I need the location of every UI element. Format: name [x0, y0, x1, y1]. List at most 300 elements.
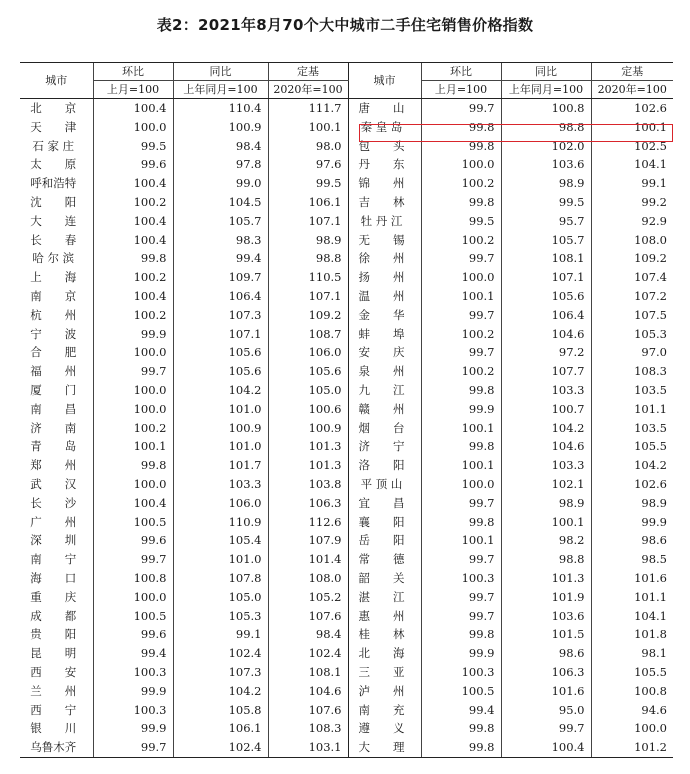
right-mom-cell: 99.9 — [421, 644, 501, 663]
left-city-cell: 大 连 — [30, 213, 77, 228]
left-yoy-cell: 106.0 — [173, 494, 268, 513]
right-yoy-cell: 100.7 — [501, 400, 591, 419]
right-city-cell: 桂 林 — [348, 625, 421, 644]
right-mom-cell: 99.7 — [421, 588, 501, 607]
table-row — [20, 343, 673, 362]
left-city-cell: 宁 波 — [30, 326, 77, 341]
right-city-cell: 丹 东 — [348, 155, 421, 174]
left-base-cell: 111.7 — [268, 99, 348, 118]
right-base-cell: 97.0 — [591, 343, 673, 362]
right-base-cell: 101.8 — [591, 625, 673, 644]
left-base-cell: 98.8 — [268, 249, 348, 268]
left-city-cell: 郑 州 — [30, 458, 77, 473]
right-yoy-cell: 103.6 — [501, 607, 591, 626]
left-mom-cell: 99.5 — [93, 137, 173, 156]
right-mom-cell: 100.0 — [421, 155, 501, 174]
subheader-yoy-right: 上年同月=100 — [501, 81, 591, 99]
left-city-cell: 深 圳 — [30, 533, 77, 548]
right-base-cell: 107.5 — [591, 306, 673, 325]
left-yoy-cell: 102.4 — [173, 738, 268, 757]
header-yoy: 同比 — [173, 63, 268, 81]
right-mom-cell: 99.9 — [421, 400, 501, 419]
right-base-cell: 99.1 — [591, 174, 673, 193]
table-row — [20, 212, 673, 231]
right-base-cell: 105.5 — [591, 437, 673, 456]
left-mom-cell: 100.2 — [93, 306, 173, 325]
right-mom-cell: 99.8 — [421, 513, 501, 532]
left-yoy-cell: 98.3 — [173, 231, 268, 250]
right-yoy-cell: 99.7 — [501, 719, 591, 738]
left-base-cell: 107.1 — [268, 212, 348, 231]
left-mom-cell: 100.4 — [93, 174, 173, 193]
right-base-cell: 103.5 — [591, 381, 673, 400]
table-row — [20, 607, 673, 626]
left-yoy-cell: 105.4 — [173, 531, 268, 550]
left-yoy-cell: 102.4 — [173, 644, 268, 663]
left-city-cell: 北 京 — [30, 101, 77, 115]
left-yoy-cell: 107.1 — [173, 325, 268, 344]
left-city-cell: 太 原 — [30, 157, 77, 172]
left-city-cell: 石 家 庄 — [32, 138, 75, 153]
left-base-cell: 100.9 — [268, 419, 348, 438]
header-city: 城市 — [20, 63, 93, 99]
left-mom-cell: 100.0 — [93, 400, 173, 419]
left-base-cell: 105.6 — [268, 362, 348, 381]
left-base-cell: 101.4 — [268, 550, 348, 569]
left-base-cell: 108.3 — [268, 719, 348, 738]
right-yoy-cell: 106.4 — [501, 306, 591, 325]
right-mom-cell: 99.7 — [421, 99, 501, 118]
left-base-cell: 99.5 — [268, 174, 348, 193]
right-city-cell: 包 头 — [348, 137, 421, 156]
right-mom-cell: 100.3 — [421, 569, 501, 588]
left-yoy-cell: 101.0 — [173, 550, 268, 569]
right-yoy-cell: 103.3 — [501, 456, 591, 475]
left-yoy-cell: 97.8 — [173, 155, 268, 174]
left-yoy-cell: 105.6 — [173, 362, 268, 381]
left-yoy-cell: 99.0 — [173, 174, 268, 193]
right-city-cell: 泸 州 — [348, 682, 421, 701]
left-mom-cell: 99.7 — [93, 550, 173, 569]
right-yoy-cell: 106.3 — [501, 663, 591, 682]
right-base-cell: 98.6 — [591, 531, 673, 550]
left-yoy-cell: 105.0 — [173, 588, 268, 607]
right-base-cell: 105.5 — [591, 663, 673, 682]
right-base-cell: 101.2 — [591, 738, 673, 757]
left-mom-cell: 100.5 — [93, 513, 173, 532]
left-yoy-cell: 103.3 — [173, 475, 268, 494]
left-city-cell: 南 京 — [30, 288, 77, 303]
right-base-cell: 98.5 — [591, 550, 673, 569]
right-base-cell: 101.1 — [591, 400, 673, 419]
right-city-cell: 烟 台 — [348, 419, 421, 438]
right-base-cell: 107.2 — [591, 287, 673, 306]
right-city-cell: 无 锡 — [348, 231, 421, 250]
left-mom-cell: 100.3 — [93, 663, 173, 682]
table-body — [20, 99, 673, 758]
left-city-cell: 福 州 — [30, 364, 77, 379]
left-mom-cell: 100.2 — [93, 268, 173, 287]
left-mom-cell: 100.0 — [93, 588, 173, 607]
right-yoy-cell: 101.5 — [501, 625, 591, 644]
right-yoy-cell: 98.9 — [501, 174, 591, 193]
table-row — [20, 99, 673, 118]
right-mom-cell: 100.1 — [421, 531, 501, 550]
right-base-cell: 99.2 — [591, 193, 673, 212]
right-city-cell: 湛 江 — [348, 588, 421, 607]
right-yoy-cell: 103.3 — [501, 381, 591, 400]
left-base-cell: 107.6 — [268, 701, 348, 720]
table-row — [20, 682, 673, 701]
left-yoy-cell: 109.7 — [173, 268, 268, 287]
right-city-cell: 洛 阳 — [348, 456, 421, 475]
table-row — [20, 193, 673, 212]
left-yoy-cell: 105.3 — [173, 607, 268, 626]
right-mom-cell: 99.8 — [421, 738, 501, 757]
subheader-base: 2020年=100 — [268, 81, 348, 99]
right-base-cell: 100.8 — [591, 682, 673, 701]
header-yoy-right: 同比 — [501, 63, 591, 81]
right-yoy-cell: 97.2 — [501, 343, 591, 362]
table-title: 表2：2021年8月70个大中城市二手住宅销售价格指数 — [156, 16, 534, 34]
right-mom-cell: 99.4 — [421, 701, 501, 720]
right-city-cell: 常 德 — [348, 550, 421, 569]
right-mom-cell: 99.7 — [421, 249, 501, 268]
table-row — [20, 174, 673, 193]
right-yoy-cell: 95.7 — [501, 212, 591, 231]
right-mom-cell: 100.2 — [421, 174, 501, 193]
right-city-cell: 锦 州 — [348, 174, 421, 193]
right-base-cell: 102.6 — [591, 99, 673, 118]
left-mom-cell: 99.4 — [93, 644, 173, 663]
left-city-cell: 海 口 — [30, 570, 77, 585]
right-city-cell: 扬 州 — [348, 268, 421, 287]
right-city-cell: 平 顶 山 — [348, 475, 421, 494]
right-yoy-cell: 95.0 — [501, 701, 591, 720]
right-yoy-cell: 101.9 — [501, 588, 591, 607]
left-base-cell: 105.2 — [268, 588, 348, 607]
left-mom-cell: 100.0 — [93, 475, 173, 494]
left-mom-cell: 100.5 — [93, 607, 173, 626]
right-base-cell: 94.6 — [591, 701, 673, 720]
right-base-cell: 92.9 — [591, 212, 673, 231]
left-yoy-cell: 105.8 — [173, 701, 268, 720]
right-mom-cell: 99.7 — [421, 343, 501, 362]
right-yoy-cell: 101.3 — [501, 569, 591, 588]
table-row — [20, 325, 673, 344]
table-row — [20, 400, 673, 419]
left-base-cell: 100.6 — [268, 400, 348, 419]
left-city-cell: 兰 州 — [30, 683, 77, 698]
left-mom-cell: 99.8 — [93, 249, 173, 268]
right-mom-cell: 99.8 — [421, 118, 501, 137]
right-base-cell: 104.1 — [591, 155, 673, 174]
right-base-cell: 101.6 — [591, 569, 673, 588]
left-city-cell: 昆 明 — [30, 646, 77, 661]
right-mom-cell: 99.8 — [421, 137, 501, 156]
left-mom-cell: 100.0 — [93, 343, 173, 362]
right-mom-cell: 99.8 — [421, 193, 501, 212]
left-base-cell: 100.1 — [268, 118, 348, 137]
header-mom-right: 环比 — [421, 63, 501, 81]
right-yoy-cell: 104.2 — [501, 419, 591, 438]
table-row — [20, 137, 673, 156]
left-base-cell: 106.3 — [268, 494, 348, 513]
left-mom-cell: 99.9 — [93, 719, 173, 738]
table-row — [20, 268, 673, 287]
right-base-cell: 98.1 — [591, 644, 673, 663]
right-yoy-cell: 104.6 — [501, 325, 591, 344]
left-base-cell: 104.6 — [268, 682, 348, 701]
table-row — [20, 644, 673, 663]
left-mom-cell: 99.7 — [93, 362, 173, 381]
right-mom-cell: 99.7 — [421, 494, 501, 513]
left-city-cell: 青 岛 — [30, 439, 77, 454]
left-yoy-cell: 99.1 — [173, 625, 268, 644]
table-row — [20, 155, 673, 174]
left-city-cell: 哈 尔 滨 — [32, 251, 75, 266]
left-base-cell: 108.1 — [268, 663, 348, 682]
left-mom-cell: 99.9 — [93, 682, 173, 701]
left-yoy-cell: 99.4 — [173, 249, 268, 268]
table-header — [20, 63, 673, 99]
left-base-cell: 98.9 — [268, 231, 348, 250]
left-city-cell: 成 都 — [30, 608, 77, 623]
left-city-cell: 重 庆 — [30, 589, 77, 604]
right-yoy-cell: 107.1 — [501, 268, 591, 287]
table-row — [20, 738, 673, 757]
table-row — [20, 588, 673, 607]
left-base-cell: 106.1 — [268, 193, 348, 212]
right-city-cell: 济 宁 — [348, 437, 421, 456]
right-city-cell: 金 华 — [348, 306, 421, 325]
subheader-base-right: 2020年=100 — [591, 81, 673, 99]
right-yoy-cell: 100.1 — [501, 513, 591, 532]
right-mom-cell: 99.8 — [421, 625, 501, 644]
right-city-cell: 赣 州 — [348, 400, 421, 419]
left-base-cell: 102.4 — [268, 644, 348, 663]
left-base-cell: 107.1 — [268, 287, 348, 306]
right-yoy-cell: 102.0 — [501, 137, 591, 156]
left-city-cell: 呼和浩特 — [30, 176, 77, 191]
table-row — [20, 719, 673, 738]
left-mom-cell: 100.3 — [93, 701, 173, 720]
right-city-cell: 徐 州 — [348, 249, 421, 268]
left-yoy-cell: 101.0 — [173, 437, 268, 456]
right-yoy-cell: 107.7 — [501, 362, 591, 381]
left-city-cell: 天 津 — [30, 119, 77, 134]
right-base-cell: 102.6 — [591, 475, 673, 494]
left-base-cell: 103.1 — [268, 738, 348, 757]
right-mom-cell: 99.8 — [421, 381, 501, 400]
right-mom-cell: 100.1 — [421, 287, 501, 306]
left-yoy-cell: 110.9 — [173, 513, 268, 532]
left-yoy-cell: 107.3 — [173, 663, 268, 682]
left-mom-cell: 100.4 — [93, 212, 173, 231]
right-city-cell: 泉 州 — [348, 362, 421, 381]
left-mom-cell: 99.6 — [93, 625, 173, 644]
right-city-cell: 大 理 — [348, 738, 421, 757]
left-base-cell: 107.9 — [268, 531, 348, 550]
table-row — [20, 118, 673, 137]
right-base-cell: 109.2 — [591, 249, 673, 268]
left-city-cell: 贵 阳 — [30, 627, 77, 642]
header-base-right: 定基 — [591, 63, 673, 81]
left-base-cell: 106.0 — [268, 343, 348, 362]
table-row — [20, 456, 673, 475]
left-base-cell: 98.0 — [268, 137, 348, 156]
left-mom-cell: 100.0 — [93, 118, 173, 137]
right-base-cell: 100.0 — [591, 719, 673, 738]
table-row — [20, 701, 673, 720]
right-mom-cell: 100.2 — [421, 362, 501, 381]
left-mom-cell: 99.8 — [93, 456, 173, 475]
left-yoy-cell: 101.7 — [173, 456, 268, 475]
right-mom-cell: 100.5 — [421, 682, 501, 701]
right-city-cell: 蚌 埠 — [348, 325, 421, 344]
left-base-cell: 107.6 — [268, 607, 348, 626]
right-base-cell: 100.1 — [591, 118, 673, 137]
left-base-cell: 105.0 — [268, 381, 348, 400]
left-base-cell: 97.6 — [268, 155, 348, 174]
table-row — [20, 419, 673, 438]
subheader-yoy: 上年同月=100 — [173, 81, 268, 99]
right-city-cell: 北 海 — [348, 644, 421, 663]
price-index-table — [20, 62, 673, 758]
right-mom-cell: 99.7 — [421, 607, 501, 626]
left-mom-cell: 99.6 — [93, 531, 173, 550]
right-city-cell: 三 亚 — [348, 663, 421, 682]
left-base-cell: 110.5 — [268, 268, 348, 287]
right-city-cell: 宜 昌 — [348, 494, 421, 513]
left-city-cell: 长 沙 — [30, 495, 77, 510]
right-mom-cell: 99.7 — [421, 306, 501, 325]
left-mom-cell: 100.4 — [93, 99, 173, 118]
right-yoy-cell: 103.6 — [501, 155, 591, 174]
left-city-cell: 杭 州 — [30, 307, 77, 322]
right-yoy-cell: 101.6 — [501, 682, 591, 701]
right-city-cell: 温 州 — [348, 287, 421, 306]
right-mom-cell: 99.8 — [421, 719, 501, 738]
left-city-cell: 西 宁 — [30, 702, 77, 717]
right-yoy-cell: 98.6 — [501, 644, 591, 663]
right-base-cell: 108.0 — [591, 231, 673, 250]
left-city-cell: 广 州 — [30, 514, 77, 529]
right-mom-cell: 100.0 — [421, 268, 501, 287]
left-mom-cell: 100.4 — [93, 494, 173, 513]
right-city-cell: 南 充 — [348, 701, 421, 720]
left-base-cell: 98.4 — [268, 625, 348, 644]
right-base-cell: 102.5 — [591, 137, 673, 156]
table-row — [20, 531, 673, 550]
right-yoy-cell: 100.8 — [501, 99, 591, 118]
right-yoy-cell: 98.9 — [501, 494, 591, 513]
table-row — [20, 569, 673, 588]
right-yoy-cell: 98.8 — [501, 550, 591, 569]
right-base-cell: 105.3 — [591, 325, 673, 344]
left-city-cell: 乌鲁木齐 — [20, 738, 93, 757]
left-yoy-cell: 107.8 — [173, 569, 268, 588]
right-mom-cell: 99.5 — [421, 212, 501, 231]
table-row — [20, 437, 673, 456]
table-row — [20, 287, 673, 306]
right-mom-cell: 100.2 — [421, 231, 501, 250]
right-yoy-cell: 100.4 — [501, 738, 591, 757]
right-yoy-cell: 98.2 — [501, 531, 591, 550]
right-city-cell: 秦 皇 岛 — [348, 118, 421, 137]
left-base-cell: 108.7 — [268, 325, 348, 344]
right-base-cell: 101.1 — [591, 588, 673, 607]
left-yoy-cell: 101.0 — [173, 400, 268, 419]
left-mom-cell: 100.2 — [93, 193, 173, 212]
left-yoy-cell: 100.9 — [173, 419, 268, 438]
left-city-cell: 银 川 — [30, 721, 77, 736]
right-mom-cell: 99.7 — [421, 550, 501, 569]
right-yoy-cell: 105.6 — [501, 287, 591, 306]
table-row — [20, 663, 673, 682]
right-base-cell: 108.3 — [591, 362, 673, 381]
table-row — [20, 550, 673, 569]
table-row — [20, 249, 673, 268]
left-yoy-cell: 105.7 — [173, 212, 268, 231]
right-base-cell: 99.9 — [591, 513, 673, 532]
right-mom-cell: 100.0 — [421, 475, 501, 494]
right-city-cell: 惠 州 — [348, 607, 421, 626]
left-base-cell: 109.2 — [268, 306, 348, 325]
left-mom-cell: 100.2 — [93, 419, 173, 438]
left-city-cell: 上 海 — [30, 270, 77, 285]
table-row — [20, 231, 673, 250]
right-mom-cell: 99.8 — [421, 437, 501, 456]
left-base-cell: 101.3 — [268, 456, 348, 475]
left-city-cell: 沈 阳 — [30, 194, 77, 209]
left-yoy-cell: 106.1 — [173, 719, 268, 738]
left-yoy-cell: 104.2 — [173, 381, 268, 400]
left-yoy-cell: 104.5 — [173, 193, 268, 212]
left-yoy-cell: 100.9 — [173, 118, 268, 137]
left-yoy-cell: 98.4 — [173, 137, 268, 156]
left-mom-cell: 99.7 — [93, 738, 173, 757]
left-city-cell: 厦 门 — [30, 382, 77, 397]
right-yoy-cell: 102.1 — [501, 475, 591, 494]
right-city-cell: 岳 阳 — [348, 531, 421, 550]
header-base: 定基 — [268, 63, 348, 81]
left-city-cell: 武 汉 — [30, 476, 77, 491]
table-row — [20, 625, 673, 644]
header-mom: 环比 — [93, 63, 173, 81]
right-base-cell: 107.4 — [591, 268, 673, 287]
left-base-cell: 101.3 — [268, 437, 348, 456]
right-city-cell: 九 江 — [348, 381, 421, 400]
subheader-mom-right: 上月=100 — [421, 81, 501, 99]
left-yoy-cell: 110.4 — [173, 99, 268, 118]
right-yoy-cell: 98.8 — [501, 118, 591, 137]
left-mom-cell: 100.1 — [93, 437, 173, 456]
left-base-cell: 108.0 — [268, 569, 348, 588]
right-base-cell: 104.2 — [591, 456, 673, 475]
left-city-cell: 长 春 — [30, 232, 77, 247]
left-city-cell: 南 宁 — [30, 552, 77, 567]
right-city-cell: 吉 林 — [348, 193, 421, 212]
header-city-right: 城市 — [348, 63, 421, 99]
right-mom-cell: 100.1 — [421, 419, 501, 438]
left-city-cell: 合 肥 — [30, 345, 77, 360]
right-yoy-cell: 105.7 — [501, 231, 591, 250]
left-mom-cell: 99.6 — [93, 155, 173, 174]
left-city-cell: 济 南 — [30, 420, 77, 435]
right-city-cell: 襄 阳 — [348, 513, 421, 532]
left-yoy-cell: 105.6 — [173, 343, 268, 362]
